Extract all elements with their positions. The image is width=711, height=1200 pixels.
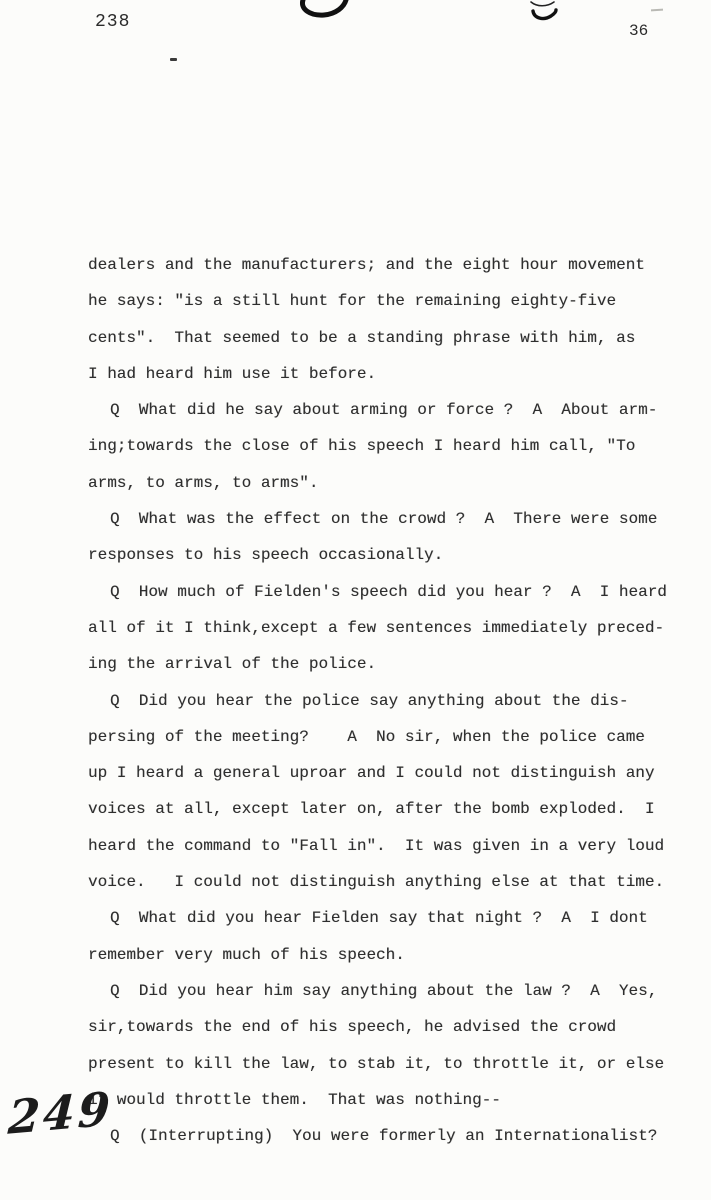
transcript-line: voices at all, except later on, after the bomb exploded. I xyxy=(88,800,655,819)
transcript-line: present to kill the law, to stab it, to throttle it, or else xyxy=(88,1054,665,1073)
transcript-line: Q How much of Fielden's speech did you hear ? A I heard xyxy=(110,582,667,601)
transcript-line: ing;towards the close of his speech I heard him call, "To xyxy=(88,437,636,456)
transcript-line: all of it I think,except a few sentences immediately preced- xyxy=(88,618,665,637)
transcript-body xyxy=(88,247,668,1154)
transcript-line: Q What was the effect on the crowd ? A There were some xyxy=(110,510,658,529)
page-number-left: 238 xyxy=(95,12,131,32)
ink-mark-top-center-icon xyxy=(300,0,350,18)
transcript-line: persing of the meeting? A No sir, when the police came xyxy=(88,727,645,746)
transcript-line: Q Did you hear the police say anything about the dis- xyxy=(110,691,629,710)
transcript-line: responses to his speech occasionally. xyxy=(88,546,444,565)
transcript-line: I had heard him use it before. xyxy=(88,364,377,383)
transcript-line: arms, to arms, to arms". xyxy=(88,473,319,492)
transcript-line: up I heard a general uproar and I could not distinguish any xyxy=(88,764,655,783)
faint-mark-above-page-number xyxy=(651,9,663,12)
transcript-line: it would throttle them. That was nothing-- xyxy=(88,1090,501,1109)
transcript-line: Q (Interrupting) You were formerly an Internationalist? xyxy=(110,1127,658,1146)
stray-ink-dash xyxy=(170,58,177,61)
transcript-line: remember very much of his speech. xyxy=(88,945,405,964)
transcript-line: sir,towards the end of his speech, he advised the crowd xyxy=(88,1018,617,1037)
transcript-line: voice. I could not distinguish anything else at that time. xyxy=(88,873,665,892)
transcript-line: Q What did he say about arming or force ? A About arm- xyxy=(110,401,658,420)
page-number-right: 36 xyxy=(629,22,649,40)
transcript-line: heard the command to "Fall in". It was given in a very loud xyxy=(88,836,665,855)
transcript-line: cents". That seemed to be a standing phrase with him, as xyxy=(88,328,636,347)
handwritten-page-number: 249 xyxy=(6,1081,115,1145)
transcript-line: he says: "is a still hunt for the remaining eighty-five xyxy=(88,292,617,311)
transcript-line: dealers and the manufacturers; and the eight hour movement xyxy=(88,256,645,274)
ink-mark-top-right-icon xyxy=(527,0,561,26)
transcript-line: Q Did you hear him say anything about the law ? A Yes, xyxy=(110,981,658,1000)
transcript-line: Q What did you hear Fielden say that night ? A I dont xyxy=(110,909,648,928)
transcript-line: ing the arrival of the police. xyxy=(88,655,377,674)
